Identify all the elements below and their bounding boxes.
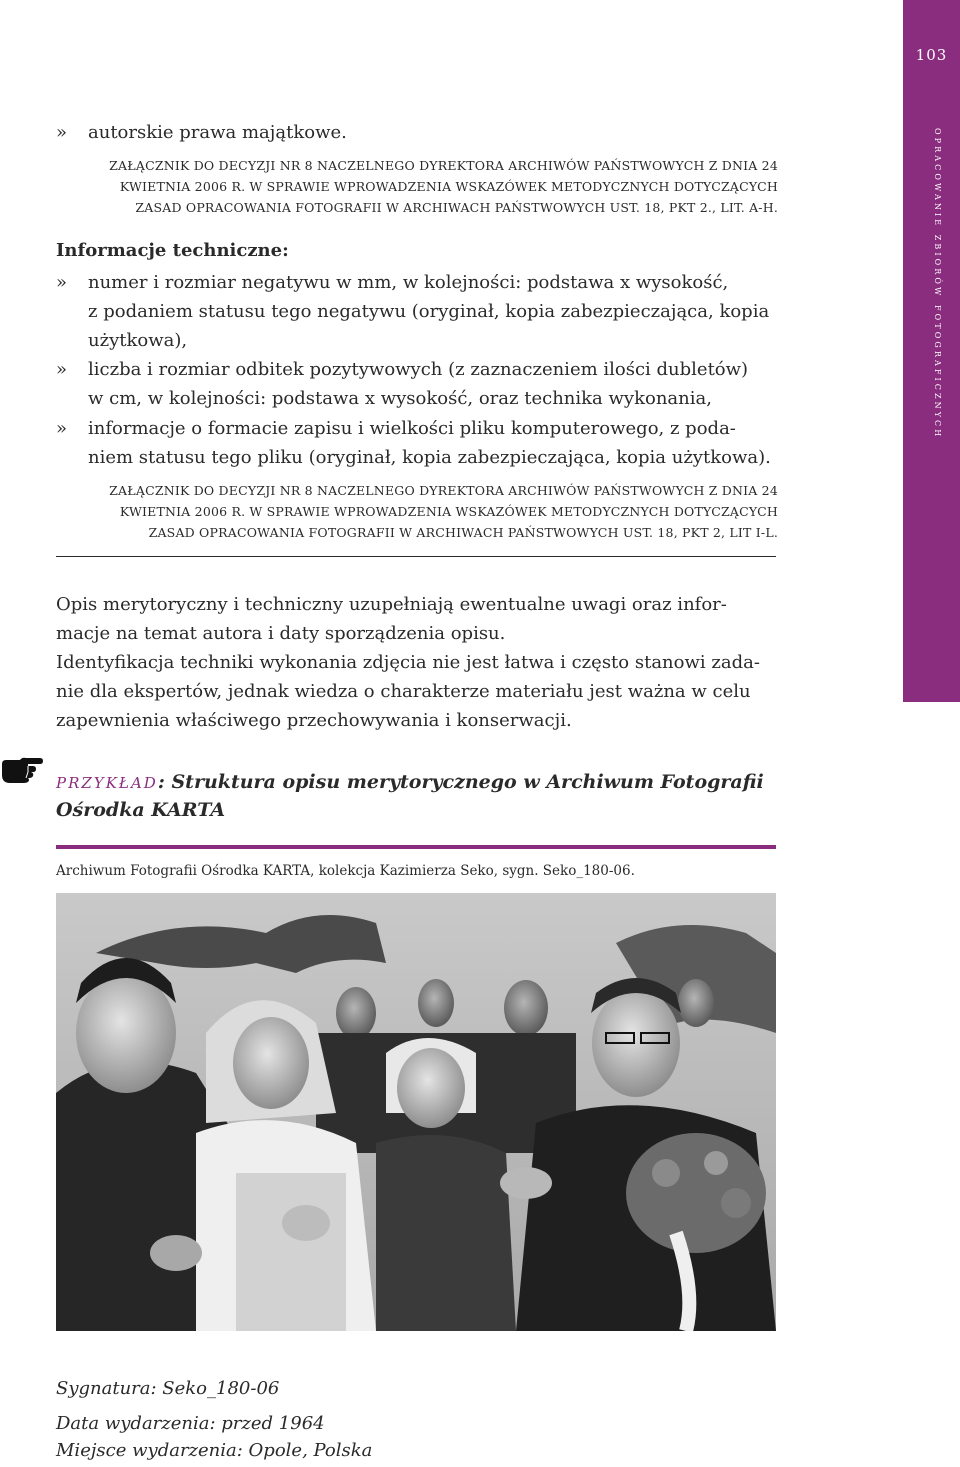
divider bbox=[56, 556, 776, 557]
body-text-line: macje na temat autora i daty sporządzenia opisu. bbox=[56, 623, 506, 644]
body-text-line: nie dla ekspertów, jednak wiedza o charakterze materiału jest ważna w celu bbox=[56, 681, 751, 702]
citation-line: KWIETNIA 2006 R. W SPRAWIE WPROWADZENIA WSKAZÓWEK METODYCZNYCH DOTYCZĄCYCH bbox=[119, 179, 778, 194]
event-date-field: Data wydarzenia: przed 1964 bbox=[56, 1413, 325, 1434]
side-section-title: opracowanie zbiorów fotograficznych bbox=[932, 128, 945, 440]
example-title-continued: Ośrodka KARTA bbox=[56, 799, 226, 821]
list-item-text: w cm, w kolejności: podstawa x wysokość, oraz technika wykonania, bbox=[88, 388, 712, 409]
citation-line: ZAŁĄCZNIK DO DECYZJI NR 8 NACZELNEGO DYREKTORA ARCHIWÓW PAŃSTWOWYCH Z DNIA 24 bbox=[109, 483, 778, 498]
archival-photograph bbox=[56, 893, 776, 1331]
photo-caption: Archiwum Fotografii Ośrodka KARTA, kolekcja Kazimierza Seko, sygn. Seko_180-06. bbox=[56, 863, 635, 879]
list-item-text: liczba i rozmiar odbitek pozytywowych (z zaznaczeniem ilości dubletów) bbox=[88, 359, 749, 380]
pointing-hand-icon bbox=[0, 754, 44, 784]
list-item-text: numer i rozmiar negatywu w mm, w kolejności: podstawa x wysokość, bbox=[88, 272, 729, 293]
bullet-mark: » bbox=[56, 122, 68, 143]
body-text-line: Identyfikacja techniki wykonania zdjęcia nie jest łatwa i często stanowi zada- bbox=[56, 652, 760, 673]
bullet-mark: » bbox=[56, 272, 68, 293]
bullet-mark: » bbox=[56, 418, 68, 439]
citation-line: ZAŁĄCZNIK DO DECYZJI NR 8 NACZELNEGO DYREKTORA ARCHIWÓW PAŃSTWOWYCH Z DNIA 24 bbox=[109, 158, 778, 173]
example-title: Struktura opisu merytorycznego w Archiwum Fotografii bbox=[171, 771, 764, 793]
example-label: PRZYKŁAD bbox=[56, 774, 158, 792]
event-place-field: Miejsce wydarzenia: Opole, Polska bbox=[56, 1440, 373, 1461]
list-item-text: autorskie prawa majątkowe. bbox=[88, 122, 347, 143]
accent-divider bbox=[56, 845, 776, 849]
citation-line: ZASAD OPRACOWANIA FOTOGRAFII W ARCHIWACH PAŃSTWOWYCH UST. 18, PKT 2., LIT. A-H. bbox=[135, 200, 778, 215]
example-heading bbox=[56, 768, 764, 797]
list-item-text: użytkowa), bbox=[88, 330, 188, 351]
body-text-line: zapewnienia właściwego przechowywania i konserwacji. bbox=[56, 710, 572, 731]
page-number: 103 bbox=[915, 46, 948, 64]
list-item-text: informacje o formacie zapisu i wielkości pliku komputerowego, z poda- bbox=[88, 418, 736, 439]
body-text-line: Opis merytoryczny i techniczny uzupełniają ewentualne uwagi oraz infor- bbox=[56, 594, 727, 615]
signature-field: Sygnatura: Seko_180-06 bbox=[56, 1378, 280, 1399]
citation-line: ZASAD OPRACOWANIA FOTOGRAFII W ARCHIWACH PAŃSTWOWYCH UST. 18, PKT 2, LIT I-L. bbox=[148, 525, 778, 540]
example-colon: : bbox=[157, 771, 165, 793]
list-item-text: niem statusu tego pliku (oryginał, kopia zabezpieczająca, kopia użytkowa). bbox=[88, 447, 771, 468]
bullet-mark: » bbox=[56, 359, 68, 380]
citation-line: KWIETNIA 2006 R. W SPRAWIE WPROWADZENIA WSKAZÓWEK METODYCZNYCH DOTYCZĄCYCH bbox=[119, 504, 778, 519]
list-item-text: z podaniem statusu tego negatywu (oryginał, kopia zabezpieczająca, kopia bbox=[88, 301, 770, 322]
section-heading: Informacje techniczne: bbox=[56, 240, 289, 261]
